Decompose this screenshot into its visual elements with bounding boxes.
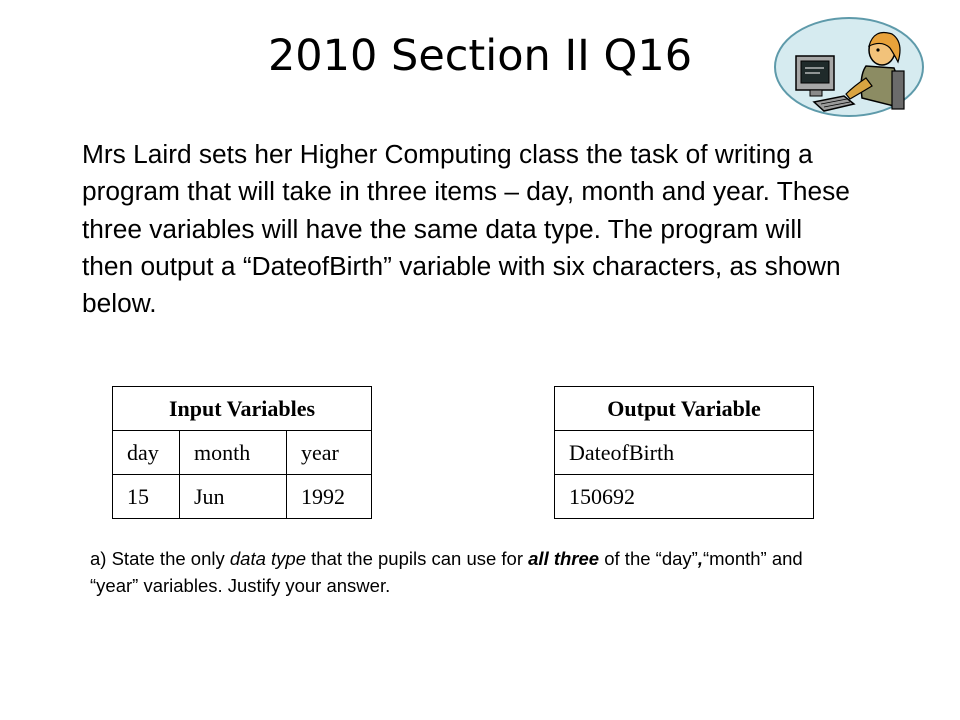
output-variable-name: DateofBirth — [555, 431, 814, 475]
value-month: Jun — [180, 475, 287, 519]
question-emphasis: all three — [528, 548, 600, 569]
input-variables-table — [112, 386, 372, 519]
input-table-header: Input Variables — [113, 387, 372, 431]
slide-title: 2010 Section II Q16 — [267, 31, 693, 81]
woman-at-computer-clipart — [774, 16, 924, 118]
output-table-header: Output Variable — [555, 387, 814, 431]
question-text: of the “day” — [599, 548, 698, 569]
task-description: Mrs Laird sets her Higher Computing class the task of writing a program that will take in three items – day, month and year. These three variables will have the same data type. The program will then output a “DateofBirth” variable with six characters, as shown below. — [82, 139, 850, 319]
value-year: 1992 — [287, 475, 372, 519]
question-emphasis: data type — [229, 548, 306, 569]
question-a — [90, 545, 850, 599]
column-month: month — [180, 431, 287, 475]
question-emphasis: , — [697, 548, 703, 569]
output-variable-value: 150692 — [555, 475, 814, 519]
question-text: a) State the only — [90, 548, 230, 569]
column-day: day — [113, 431, 180, 475]
question-text: “month” and “year” variables. Justify your answer. — [90, 548, 803, 596]
value-day: 15 — [113, 475, 180, 519]
output-variable-table — [554, 386, 814, 519]
question-text: that the pupils can use for — [306, 548, 529, 569]
column-year: year — [287, 431, 372, 475]
